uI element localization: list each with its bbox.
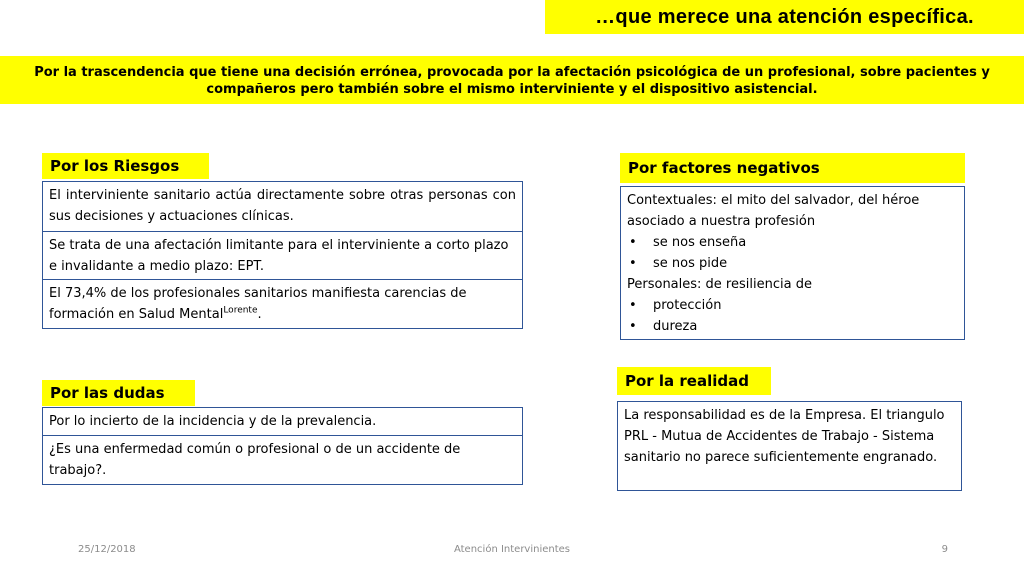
bullet-text: dureza (653, 319, 698, 334)
page-number: 9 (941, 544, 948, 555)
bullet-text: se nos pide (653, 256, 728, 271)
riesgos-box-3 (42, 279, 523, 329)
bullet-icon: • (629, 298, 637, 313)
dudas-box-2: ¿Es una enfermedad común o profesional o de un accidente de trabajo?. (42, 435, 523, 485)
factores-box (620, 186, 965, 340)
riesgos-box-1: El interviniente sanitario actúa directamente sobre otras personas con sus decisiones y actuaciones clínicas. (42, 181, 523, 233)
list-item (627, 232, 958, 253)
realidad-box: La responsabilidad es de la Empresa. El triangulo PRL - Mutua de Accidentes de Trabajo - Sistema sanitario no parece suficientemente engranado. (617, 401, 962, 491)
dudas-box-1: Por lo incierto de la incidencia y de la prevalencia. (42, 407, 523, 437)
factores-personales: Personales: de resiliencia de (627, 277, 812, 292)
factores-contextuales: Contextuales: el mito del salvador, del héroe asociado a nuestra profesión (627, 193, 920, 229)
footer-title: Atención Intervinientes (453, 544, 571, 555)
riesgos-box-3-text: El 73,4% de los profesionales sanitarios manifiesta carencias de formación en Salud Mental (49, 286, 467, 322)
list-item (627, 316, 958, 337)
list-item (627, 253, 958, 274)
dudas-header: Por las dudas (42, 380, 195, 406)
factores-header: Por factores negativos (620, 153, 965, 183)
bullet-icon: • (629, 319, 637, 334)
list-item (627, 295, 958, 316)
riesgos-box-3-end: . (257, 307, 262, 322)
riesgos-box-2: Se trata de una afectación limitante para el interviniente a corto plazo e invalidante a medio plazo: EPT. (42, 231, 523, 281)
bullet-text: protección (653, 298, 722, 313)
intro-banner: Por la trascendencia que tiene una decisión errónea, provocada por la afectación psicológica de un profesional, sobre pacientes y compañeros pero también sobre el mismo interviniente y el dispositivo asistencial. (0, 56, 1024, 104)
bullet-text: se nos enseña (653, 235, 747, 250)
bullet-icon: • (629, 235, 637, 250)
realidad-header: Por la realidad (617, 367, 771, 395)
riesgos-header: Por los Riesgos (42, 153, 209, 179)
riesgos-citation: Lorente (223, 305, 258, 316)
footer-date: 25/12/2018 (78, 544, 136, 555)
slide-title: …que merece una atención específica. (545, 0, 1024, 34)
bullet-icon: • (629, 256, 637, 271)
